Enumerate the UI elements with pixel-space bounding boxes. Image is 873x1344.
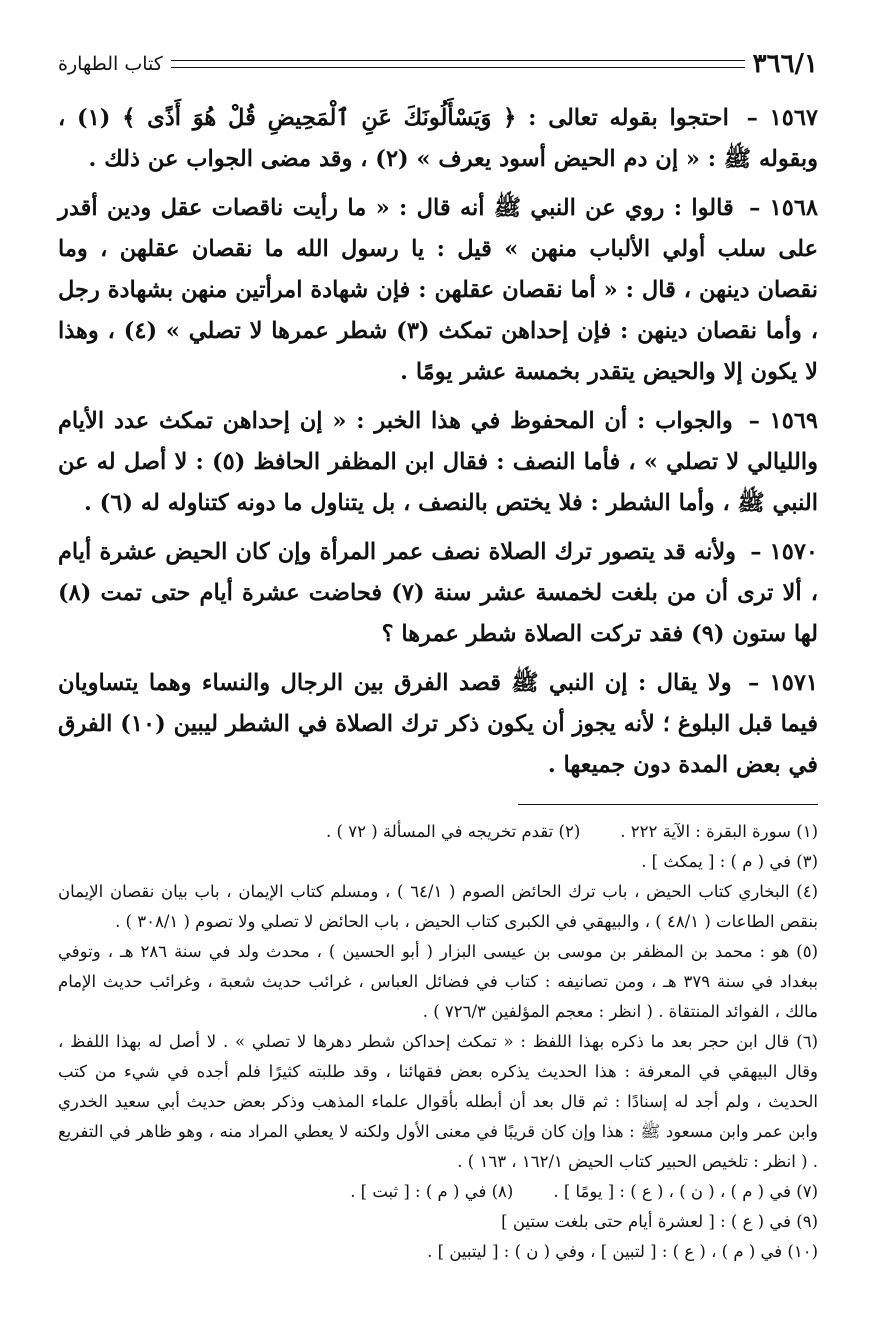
paragraph-number: ١٥٦٨ –	[749, 195, 818, 221]
footnote-5: (٥) هو : محمد بن المظفر بن موسى بن عيسى البزار ( أبو الحسين ) ، محدث ولد في سنة ٢٨٦ هـ ، وتوفي ببغداد في سنة ٣٧٩ هـ ، ومن تصانيفه : كتاب في فضائل العباس ، غرائب حديث شعبة ، وغرائب حديث الإمام مالك ، الفوائد المنتقاة . ( انظر : معجم المؤلفين ٧٢٦/٣ ) .	[58, 942, 818, 1021]
paragraph-text: احتجوا بقوله تعالى : ﴿ وَيَسْأَلُونَكَ عَنِ ٱلْمَحِيضِ قُلْ هُوَ أَذًى ﴾ (١) ، وبقوله ﷺ : « إن دم الحيض أسود يعرف » (٢) ، وقد مضى الجواب عن ذلك .	[58, 105, 818, 172]
header-double-rule	[171, 60, 745, 68]
footnotes	[58, 817, 818, 1267]
paragraph-1569	[58, 401, 818, 524]
paragraph-number: ١٥٧٠ –	[750, 539, 818, 565]
book-title: كتاب الطهارة	[58, 53, 163, 75]
page-number: ٣٦٦/١	[752, 49, 818, 79]
footnote-row	[58, 817, 818, 847]
paragraph-1567	[58, 98, 818, 180]
paragraph-text: ولا يقال : إن النبي ﷺ قصد الفرق بين الرجال والنساء وهما يتساويان فيما قبل البلوغ ؛ لأنه يجوز أن يكون ذكر ترك الصلاة في الشطر ليبين (١٠) الفرق في بعض المدة دون جميعها .	[58, 670, 818, 778]
footnote-4: (٤) البخاري كتاب الحيض ، باب ترك الحائض الصوم ( ٦٤/١ ) ، ومسلم كتاب الإيمان ، باب بيان نقصان الإيمان بنقص الطاعات ( ٤٨/١ ) ، والبيهقي في الكبرى كتاب الحيض ، باب الحائض لا تصلي ولا تصوم ( ٣٠٨/١ ) .	[58, 882, 818, 931]
paragraph-number: ١٥٦٧ –	[746, 105, 818, 131]
paragraph-1570	[58, 532, 818, 655]
paragraph-1571	[58, 663, 818, 786]
footnote-7: (٧) في ( م ) ، ( ن ) ، ( ع ) : [ يومًا ] .	[553, 1182, 818, 1201]
main-text	[58, 98, 818, 786]
page-header	[58, 44, 818, 84]
paragraph-number: ١٥٧١ –	[748, 670, 818, 696]
footnote-2: (٢) تقدم تخريجه في المسألة ( ٧٢ ) .	[326, 822, 581, 841]
footnote-1: (١) سورة البقرة : الآية ٢٢٢ .	[620, 822, 818, 841]
book-page	[58, 44, 818, 1267]
paragraph-number: ١٥٦٩ –	[748, 408, 818, 434]
footnote-10: (١٠) في ( م ) ، ( ع ) : [ لتبين ] ، وفي ( ن ) : [ ليتبين ] .	[427, 1242, 818, 1261]
paragraph-text: قالوا : روي عن النبي ﷺ أنه قال : « ما رأيت ناقصات عقل ودين أقدر على سلب أولي الألباب منهن » قيل : يا رسول الله ما نقصان عقلهن ، وما نقصان دينهن ، قال : « أما نقصان عقلهن : فإن شهادة امرأتين منهن بشهادة رجل ، وأما نقصان دينهن : فإن إحداهن تمكث (٣) شطر عمرها لا تصلي » (٤) ، وهذا لا يكون إلا والحيض يتقدر بخمسة عشر يومًا .	[58, 195, 818, 385]
footnote-8: (٨) في ( م ) : [ ثبت ] .	[350, 1182, 514, 1201]
footnote-row	[58, 1177, 818, 1207]
footnote-separator	[518, 804, 818, 805]
footnote-3: (٣) في ( م ) : [ يمكث ] .	[641, 852, 818, 871]
paragraph-1568	[58, 188, 818, 393]
footnote-9: (٩) في ( ع ) : [ لعشرة أيام حتى بلغت ستين ]	[501, 1212, 818, 1231]
paragraph-text: والجواب : أن المحفوظ في هذا الخبر : « إن إحداهن تمكث عدد الأيام والليالي لا تصلي » ، فأما النصف : فقال ابن المظفر الحافظ (٥) : لا أصل له عن النبي ﷺ ، وأما الشطر : فلا يختص بالنصف ، بل يتناول ما دونه كتناوله له (٦) .	[58, 408, 818, 516]
paragraph-text: ولأنه قد يتصور ترك الصلاة نصف عمر المرأة وإن كان الحيض عشرة أيام ، ألا ترى أن من بلغت لخمسة عشر سنة (٧) فحاضت عشرة أيام حتى تمت (٨) لها ستون (٩) فقد تركت الصلاة شطر عمرها ؟	[58, 539, 818, 647]
footnote-6: (٦) قال ابن حجر بعد ما ذكره بهذا اللفظ : « تمكث إحداكن شطر دهرها لا تصلي » . لا أصل له بهذا اللفظ ، وقال البيهقي في المعرفة : هذا الحديث يذكره بعض فقهائنا ، وقد طلبته كثيرًا فلم أجده في شيء من كتب الحديث ، ولم أجد له إسنادًا : ثم قال بعد أن أبطله بأقوال علماء المذهب وذكر بعض حديث أبي سعيد الخدري وابن عمر وابن مسعود ﷺ : هذا وإن كان قريبًا في معنى الأول ولكنه لا يعطي المراد منه ، وهو ظاهر في التفريع . ( انظر : تلخيص الحبير كتاب الحيض ١٦٢/١ ، ١٦٣ ) .	[58, 1032, 818, 1171]
